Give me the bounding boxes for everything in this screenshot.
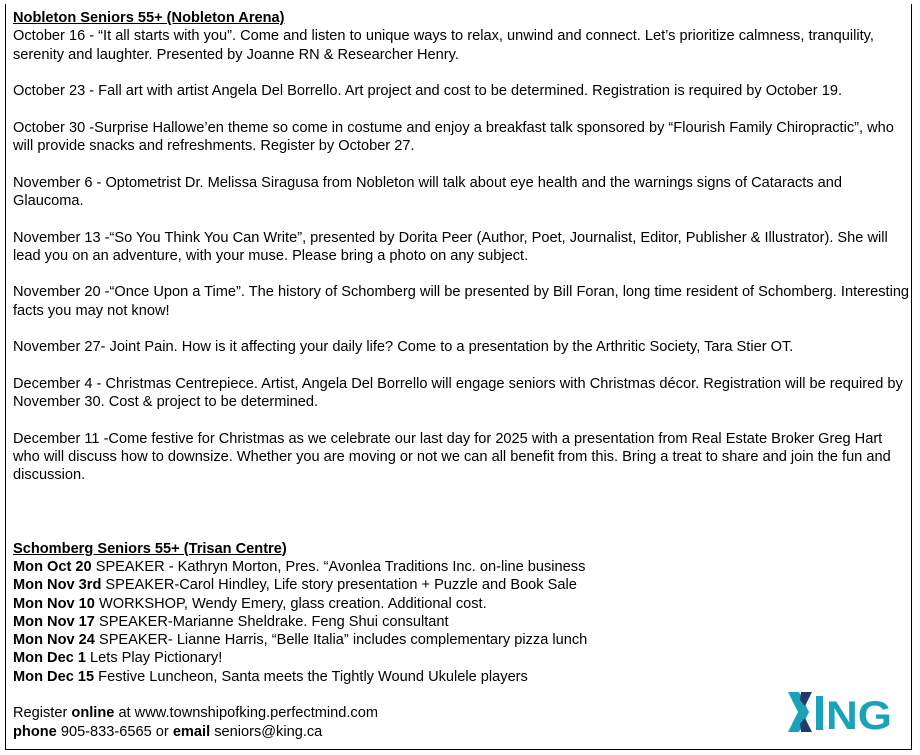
register-online-line (13, 704, 911, 722)
schomberg-event (13, 558, 911, 576)
event-text: SPEAKER- Lianne Harris, “Belle Italia” includes complementary pizza lunch (94, 632, 588, 649)
nobleton-event: October 23 - Fall art with artist Angela Del Borrello. Art project and cost to be determined. Registration is required by October 19. (13, 83, 842, 100)
king-logo (788, 690, 894, 734)
register-url[interactable]: at www.townshipofking.perfectmind.com (114, 705, 379, 722)
event-text: SPEAKER-Marianne Sheldrake. Feng Shui consultant (94, 613, 449, 630)
schomberg-event (13, 576, 911, 594)
event-text: Festive Luncheon, Santa meets the Tightly Wound Ukulele players (94, 668, 528, 685)
event-date: Mon Dec 15 (13, 668, 95, 685)
schomberg-event (13, 668, 911, 686)
register-online-label: online (71, 705, 115, 722)
email-label: email (172, 723, 211, 740)
nobleton-event: October 30 -Surprise Hallowe’en theme so come in costume and enjoy a breakfast talk sponsored by “Flourish Family Chiropractic”, who will provide snacks and refreshments. Register by October 27. (13, 119, 894, 155)
schomberg-heading: Schomberg Seniors 55+ (Trisan Centre) (13, 540, 287, 557)
phone-label: phone (13, 723, 57, 740)
schomberg-event (13, 595, 911, 613)
register-contact-line (13, 723, 911, 741)
nobleton-heading: Nobleton Seniors 55+ (Nobleton Arena) (13, 10, 285, 26)
nobleton-event: November 13 -“So You Think You Can Write”, presented by Dorita Peer (Author, Poet, Journalist, Editor, Publisher & Illustrator). She will lead you on an adventure, with your muse. Please bring a photo on any subject. (13, 229, 888, 264)
schomberg-event (13, 613, 911, 631)
nobleton-event: December 11 -Come festive for Christmas as we celebrate our last day for 2025 with a presentation from Real Estate Broker Greg Hart who will discuss how to downsize. Whether you are moving or not we can all benefit from this. Bring a treat to share and join the fun and discussion. (13, 430, 891, 484)
schomberg-event (13, 631, 911, 649)
nobleton-event: October 16 - “It all starts with you”. Come and listen to unique ways to relax, unwind and connect. Let’s prioritize calmness, tranquility, serenity and laughter. Presented by Joanne RN & Researcher Henry. (13, 28, 874, 63)
event-text: WORKSHOP, Wendy Emery, glass creation. Additional cost. (94, 595, 487, 612)
register-prefix: Register (13, 705, 72, 722)
event-date: Mon Nov 10 (13, 595, 95, 612)
registration-info (13, 704, 911, 741)
event-date: Mon Nov 24 (13, 632, 95, 649)
nobleton-event: November 20 -“Once Upon a Time”. The history of Schomberg will be presented by Bill Foran, long time resident of Schomberg. Interesting facts you may not know! (13, 284, 910, 319)
nobleton-event: November 27- Joint Pain. How is it affecting your daily life? Come to a presentation by the Arthritic Society, Tara Stier OT. (13, 339, 794, 356)
event-date: Mon Oct 20 (13, 558, 92, 575)
logo-text: NG (826, 694, 892, 734)
event-date: Mon Nov 17 (13, 613, 95, 630)
event-date: Mon Nov 3rd (13, 577, 102, 594)
phone-number: 905-833-6565 or (56, 723, 173, 740)
nobleton-event: November 6 - Optometrist Dr. Melissa Siragusa from Nobleton will talk about eye health and the warnings signs of Cataracts and Glaucoma. (13, 174, 842, 209)
logo-i-mark (816, 696, 823, 730)
nobleton-event: December 4 - Christmas Centrepiece. Artist, Angela Del Borrello will engage seniors with Christmas décor. Registration will be required by November 30. Cost & project to be determined. (13, 375, 903, 411)
schomberg-event (13, 649, 911, 667)
event-text: Lets Play Pictionary! (85, 650, 223, 667)
event-text: SPEAKER - Kathryn Morton, Pres. “Avonlea Traditions Inc. on-line business (91, 558, 586, 575)
email-address[interactable]: seniors@king.ca (210, 723, 323, 740)
event-date: Mon Dec 1 (13, 650, 86, 667)
event-text: SPEAKER-Carol Hindley, Life story presentation + Puzzle and Book Sale (101, 577, 577, 594)
section-spacer (13, 503, 911, 540)
document-content (13, 9, 911, 741)
